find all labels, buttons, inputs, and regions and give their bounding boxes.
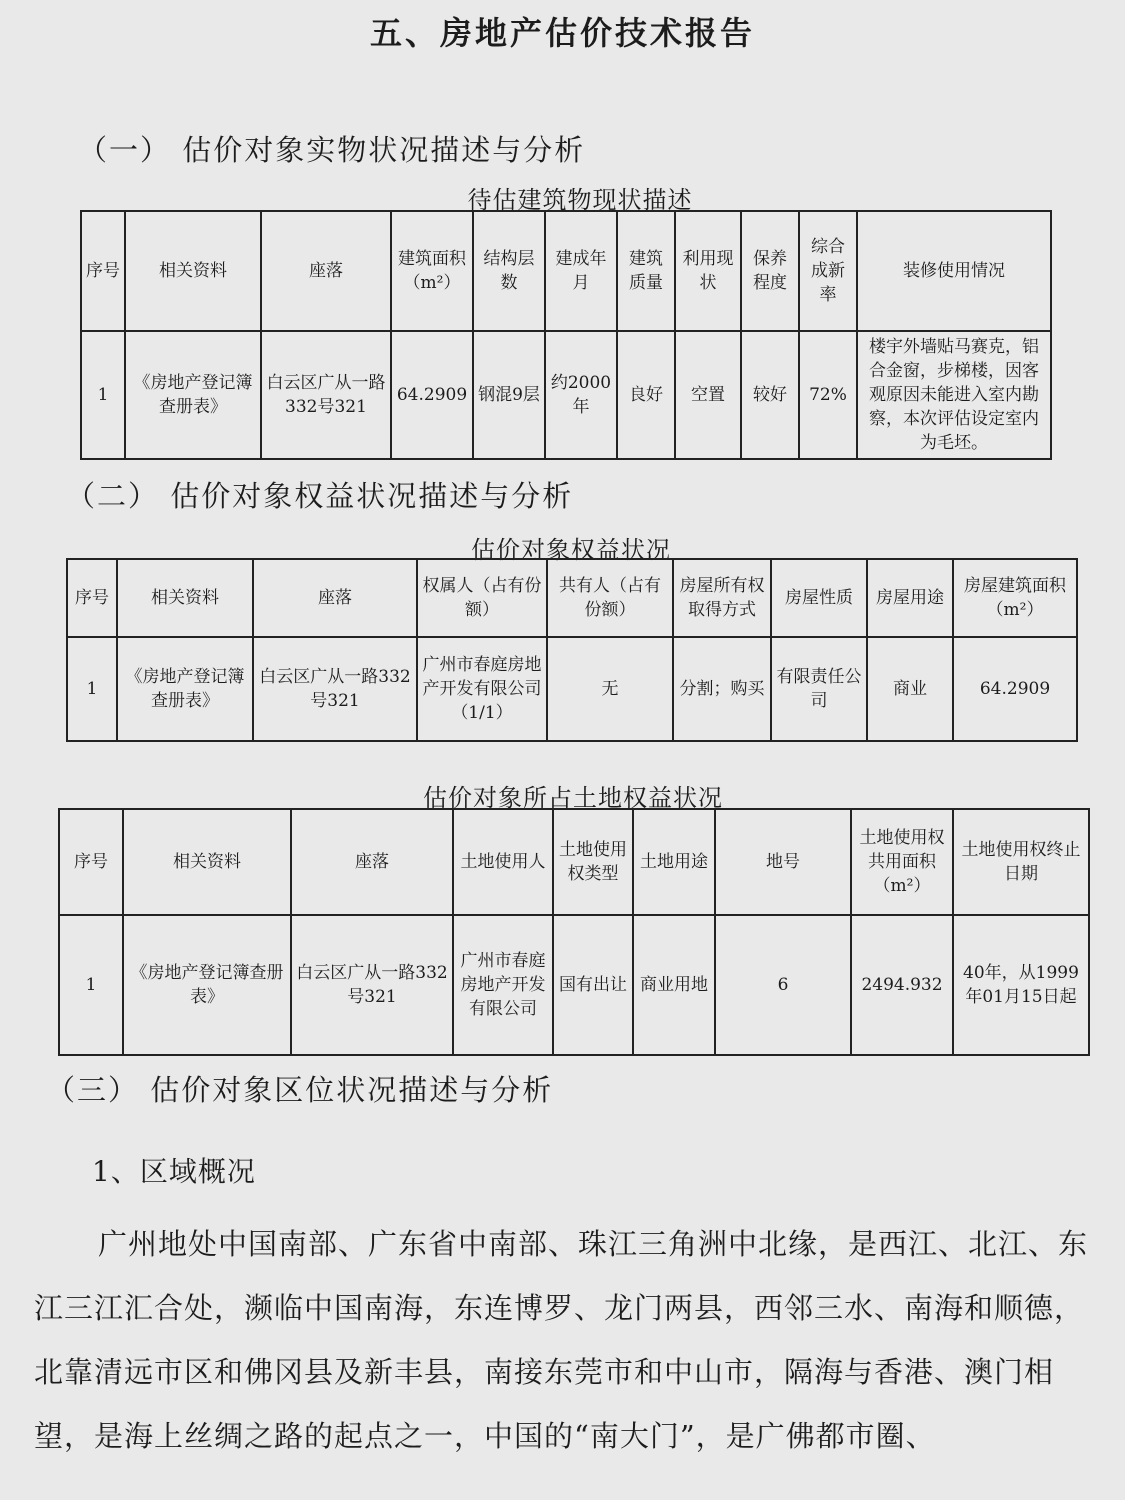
header-cell: 房屋建筑面积（m²） <box>953 559 1077 637</box>
header-cell: 综合成新率 <box>799 211 857 331</box>
table-cell: 40年，从1999年01月15日起 <box>953 915 1089 1055</box>
header-cell: 相关资料 <box>117 559 253 637</box>
header-cell: 房屋用途 <box>867 559 953 637</box>
table-cell: 较好 <box>741 331 799 459</box>
report-title: 五、房地产估价技术报告 <box>369 14 755 52</box>
table-cell: 1 <box>67 637 117 741</box>
section3-heading: （三） 估价对象区位状况描述与分析 <box>46 1073 554 1107</box>
header-cell: 土地用途 <box>633 809 715 915</box>
section2-heading: （二） 估价对象权益状况描述与分析 <box>66 479 574 513</box>
table-cell: 约2000年 <box>545 331 617 459</box>
table-cell: 1 <box>81 331 125 459</box>
table-cell: 钢混9层 <box>473 331 545 459</box>
table-row <box>81 331 1051 459</box>
header-cell: 相关资料 <box>123 809 291 915</box>
table-row <box>59 915 1089 1055</box>
header-cell: 利用现状 <box>675 211 741 331</box>
section1-heading: （一） 估价对象实物状况描述与分析 <box>78 133 586 167</box>
subsection-heading: 1、区域概况 <box>92 1155 256 1188</box>
table-cell: 《房地产登记簿查册表》 <box>123 915 291 1055</box>
table-cell: 空置 <box>675 331 741 459</box>
header-cell: 序号 <box>67 559 117 637</box>
table-cell: 1 <box>59 915 123 1055</box>
building-status-table <box>80 210 1052 460</box>
table-cell: 商业 <box>867 637 953 741</box>
table-cell: 6 <box>715 915 851 1055</box>
table3-caption: 估价对象所占土地权益状况 <box>423 784 723 812</box>
table-cell: 有限责任公司 <box>771 637 867 741</box>
header-cell: 地号 <box>715 809 851 915</box>
header-cell: 权属人（占有份额） <box>417 559 547 637</box>
table-header-row <box>59 809 1089 915</box>
header-cell: 保养程度 <box>741 211 799 331</box>
land-rights-table <box>58 808 1090 1056</box>
header-cell: 土地使用权终止日期 <box>953 809 1089 915</box>
header-cell: 土地使用权类型 <box>553 809 633 915</box>
header-cell: 共有人（占有份额） <box>547 559 673 637</box>
header-cell: 建筑质量 <box>617 211 675 331</box>
table-cell: 白云区广从一路332号321 <box>261 331 391 459</box>
header-cell: 结构层数 <box>473 211 545 331</box>
table-cell: 分割；购买 <box>673 637 771 741</box>
table-cell: 64.2909 <box>391 331 473 459</box>
table-cell: 商业用地 <box>633 915 715 1055</box>
table-cell: 白云区广从一路332号321 <box>253 637 417 741</box>
header-cell: 建成年月 <box>545 211 617 331</box>
header-cell: 序号 <box>81 211 125 331</box>
header-cell: 装修使用情况 <box>857 211 1051 331</box>
table-cell: 白云区广从一路332号321 <box>291 915 453 1055</box>
table-cell: 楼宇外墙贴马赛克，铝合金窗，步梯楼，因客观原因未能进入室内勘察，本次评估设定室内为毛坯。 <box>857 331 1051 459</box>
header-cell: 土地使用人 <box>453 809 553 915</box>
header-cell: 座落 <box>291 809 453 915</box>
header-cell: 房屋所有权取得方式 <box>673 559 771 637</box>
header-cell: 座落 <box>261 211 391 331</box>
header-cell: 建筑面积（m²） <box>391 211 473 331</box>
rights-status-table <box>66 558 1078 742</box>
table-header-row <box>81 211 1051 331</box>
body-paragraph: 广州地处中国南部、广东省中南部、珠江三角洲中北缘，是西江、北江、东江三江汇合处，濒临中国南海，东连博罗、龙门两县，西邻三水、南海和顺德，北靠清远市区和佛冈县及新丰县，南接东莞市和中山市，隔海与香港、澳门相望，是海上丝绸之路的起点之一，中国的“南大门”，是广佛都市圈、 <box>34 1227 1089 1453</box>
table-cell: 《房地产登记簿查册表》 <box>117 637 253 741</box>
table-cell: 国有出让 <box>553 915 633 1055</box>
header-cell: 序号 <box>59 809 123 915</box>
table-cell: 72% <box>799 331 857 459</box>
table-cell: 广州市春庭房地产开发有限公司（1/1） <box>417 637 547 741</box>
table-cell: 64.2909 <box>953 637 1077 741</box>
header-cell: 座落 <box>253 559 417 637</box>
table1-caption: 待估建筑物现状描述 <box>467 186 693 214</box>
table-row <box>67 637 1077 741</box>
table-header-row <box>67 559 1077 637</box>
table-cell: 良好 <box>617 331 675 459</box>
table-cell: 《房地产登记簿查册表》 <box>125 331 261 459</box>
header-cell: 房屋性质 <box>771 559 867 637</box>
table-cell: 广州市春庭房地产开发有限公司 <box>453 915 553 1055</box>
header-cell: 土地使用权共用面积（m²） <box>851 809 953 915</box>
header-cell: 相关资料 <box>125 211 261 331</box>
table2-caption: 估价对象权益状况 <box>471 536 671 564</box>
table-cell: 2494.932 <box>851 915 953 1055</box>
table-cell: 无 <box>547 637 673 741</box>
